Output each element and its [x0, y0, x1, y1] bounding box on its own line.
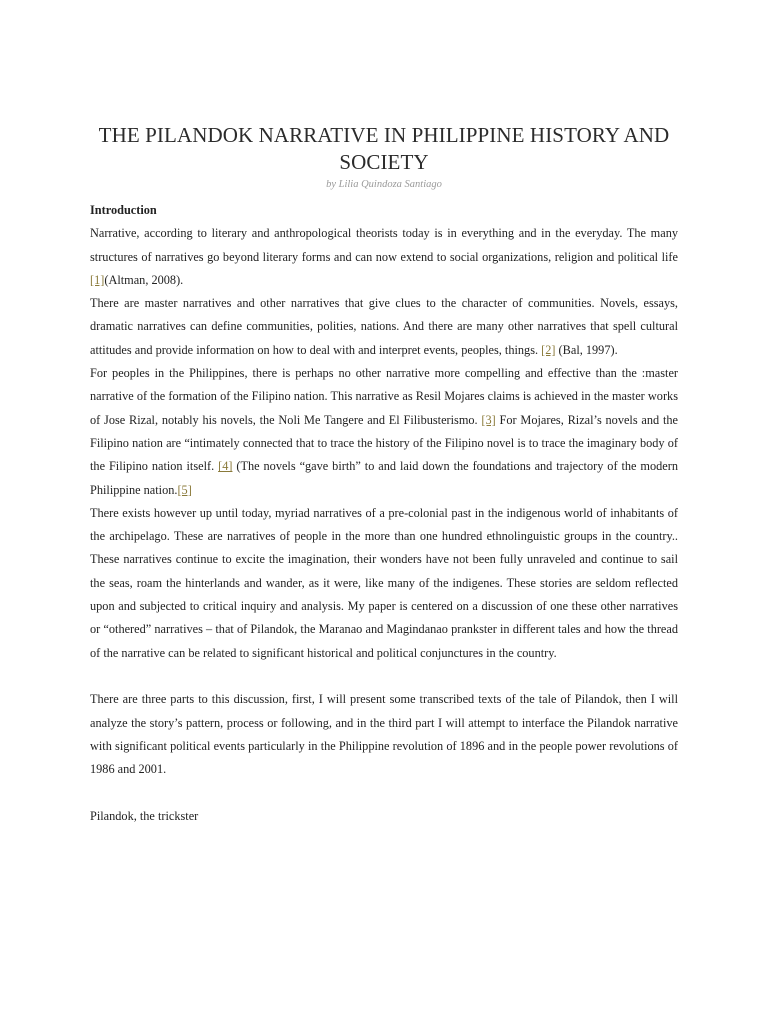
- paragraph-3-text-c: (The novels “gave birth” to and laid down the foundations and trajectory of the modern Philippine nation.: [90, 459, 678, 497]
- paragraph-3-text-a: For peoples in the Philippines, there is perhaps no other narrative more compelling and effective than the :master narrative of the formation of the Filipino nation. This narrative as Resil Mojares claims is achieved in the master works of Jose Rizal, notably his novels, the Noli Me Tangere and El Filibusterismo.: [90, 366, 678, 427]
- author-byline: by Lilia Quindoza Santiago: [326, 179, 442, 190]
- paragraph-gap: [90, 781, 678, 804]
- footnote-link-2[interactable]: [2]: [541, 342, 556, 357]
- paragraph-3: [90, 362, 678, 502]
- introduction-heading: Introduction: [90, 203, 157, 217]
- paragraph-1-text-a: Narrative, according to literary and anthropological theorists today is in everything and in the everyday. The many structures of narratives go beyond literary forms and can now extend to social organizations, religion and political life: [90, 226, 678, 264]
- document-page: [90, 122, 678, 828]
- footnote-link-3[interactable]: [3]: [481, 412, 496, 427]
- paragraph-5: There are three parts to this discussion, first, I will present some transcribed texts of the tale of Pilandok, then I will analyze the story’s pattern, process or following, and in the third part I will attempt to interface the Pilandok narrative with significant political events particularly in the Philippine revolution of 1896 and in the people power revolutions of 1986 and 2001.: [90, 692, 678, 777]
- paragraph-gap: [90, 665, 678, 688]
- paragraph-2-text-b: (Bal, 1997).: [555, 342, 618, 357]
- section-heading-pilandok: Pilandok, the trickster: [90, 808, 199, 823]
- paragraph-1-text-b: (Altman, 2008).: [104, 272, 184, 287]
- paragraph-2: [90, 292, 678, 362]
- paragraph-1: [90, 222, 678, 292]
- footnote-link-4[interactable]: [4]: [218, 459, 233, 474]
- paragraph-3-text-b: For Mojares, Rizal’s novels and the Filipino nation are “intimately connected that to trace the history of the Filipino novel is to trace the imaginary body of the Filipino nation itself.: [90, 412, 678, 474]
- paragraph-4: There exists however up until today, myriad narratives of a pre-colonial past in the indigenous world of inhabitants of the archipelago. These are narratives of people in the more than one hundred ethnolinguistic groups in the country.. These narratives continue to excite the imagination, their wonders have not been fully unraveled and continue to sail the seas, roam the hinterlands and wander, as it were, like many of the indigenes. These stories are seldom reflected upon and subjected to critical inquiry and analysis. My paper is centered on a discussion of one these other narratives or “othered” narratives – that of Pilandok, the Maranao and Magindanao prankster in different tales and how the thread of the narrative can be related to significant historical and political conjunctures in the country.: [90, 505, 678, 660]
- footnote-link-5[interactable]: [5]: [177, 482, 192, 497]
- document-title: THE PILANDOK NARRATIVE IN PHILIPPINE HISTORY AND SOCIETY: [98, 123, 670, 174]
- paragraph-2-text-a: There are master narratives and other narratives that give clues to the character of communities. Novels, essays, dramatic narratives can define communities, polities, nations. And there are many other narratives that spell cultural attitudes and provide information on how to deal with and interpret events, peoples, things.: [90, 296, 678, 357]
- footnote-link-1[interactable]: [1]: [90, 272, 105, 287]
